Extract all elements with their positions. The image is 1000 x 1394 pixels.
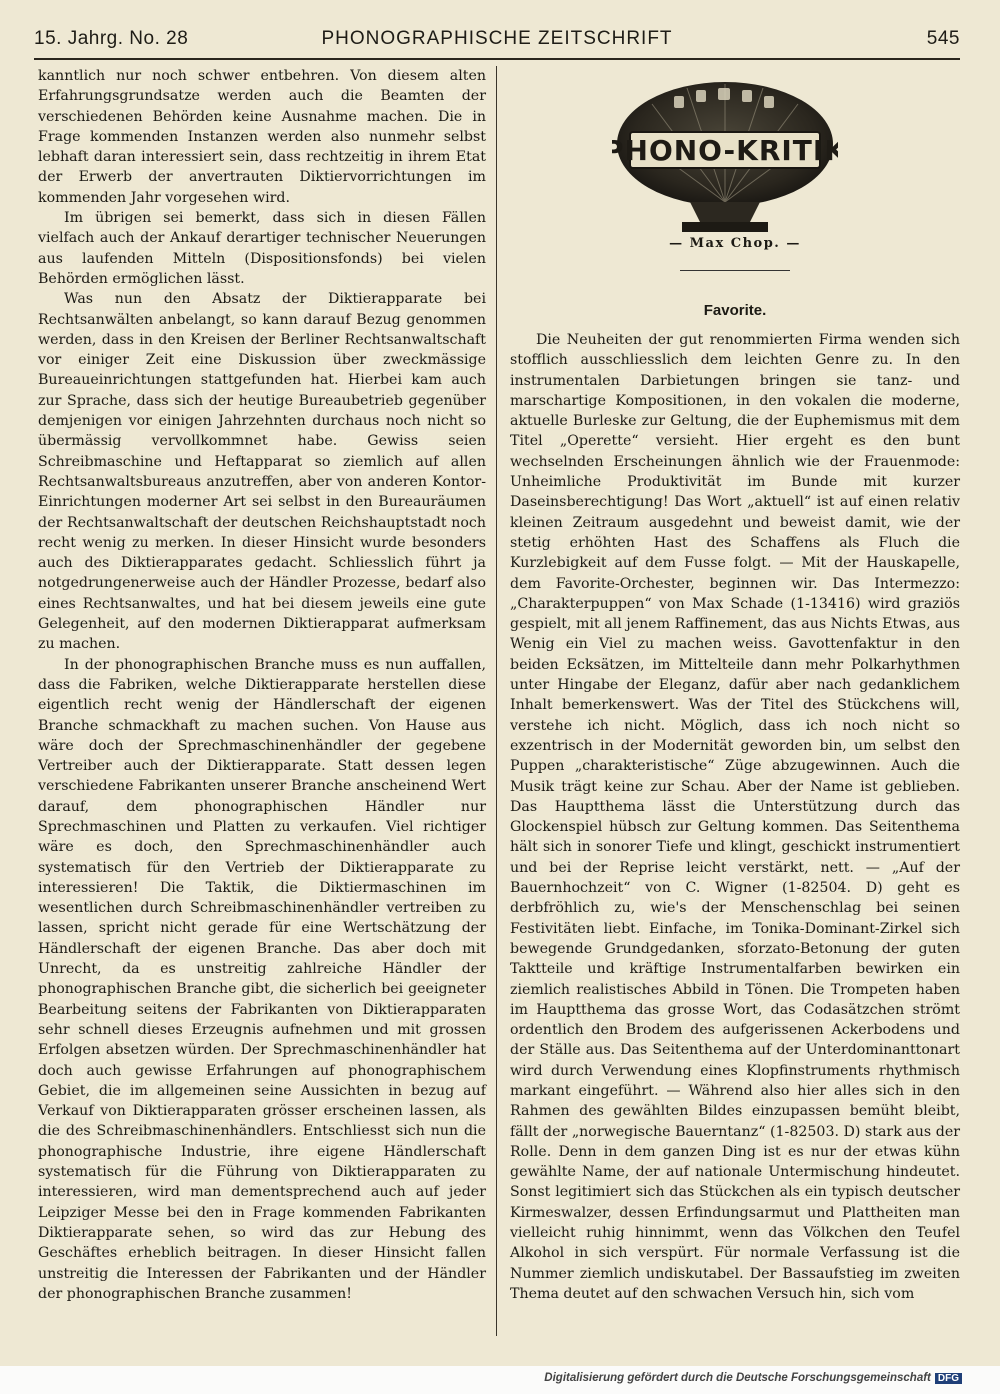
left-paragraph-4: In der phonographischen Branche muss es nun auffallen, dass die Fabriken, welche Diktierapparate herstellen diese eigentlich recht wenig der Händlerschaft der eigenen Branche schmackhaft zu machen suchen. Von Hause aus wäre doch der Sprechmaschinenhändler der gegebene Vertreiber auch der Diktierapparate. Statt dessen legen verschiedene Fabrikanten unserer Branche anscheinend Wert darauf, dem phonographischen Händler nur Sprechmaschinen und Platten zu verkaufen. Viel richtiger wäre es doch, den Sprechmaschinenhändler auch systematisch für den Vertrieb der Diktierapparate zu interessieren! Die Taktik, die Diktiermaschinen im wesentlichen durch Schreibmaschinenhändler vertreiben zu lassen, spricht nicht gerade für eine Wertschätzung der Händlerschaft der eigenen Branche. Das aber doch mit Unrecht, da es unstreitig zahlreiche Händler der phonographischen Branche gibt, die sicherlich bei geeigneter Bearbeitung seitens der Fabrikanten von Diktierapparaten sehr schnell dieses Erzeugnis aufnehmen und mit grossen Erfolgen absetzen würden. Der Sprechmaschinenhändler hat doch auch gewisse Erfahrungen auf phonographischem Gebiet, die im allgemeinen seine Aussichten in bezug auf Verkauf von Diktierapparaten grösser erscheinen lassen, als die des Schreibmaschinenhändlers. Entschliesst sich nun die phonographische Industrie, ihre eigene Händlerschaft systematisch für die Führung von Diktierapparaten zu interessieren, wird man dementsprechend auch auf jeder Leipziger Messe bei den in Frage kommenden Fabrikanten Diktierapparate sehen, so wird das zur Hebung des Geschäftes erheblich beitragen. In dieser Hinsicht fallen unstreitig die Interessen der Fabrikanten und der Händler der phonographischen Branche zusammen! — [38, 656, 486, 1302]
digitization-footer — [0, 1366, 1000, 1394]
column-divider — [496, 66, 497, 1336]
left-paragraph-3: Was nun den Absatz der Diktierapparate bei Rechtsanwälten anbelangt, so kann darauf Bezug genommen werden, dass in den Kreisen der Berliner Rechtsanwaltschaft vor einiger Zeit eine Diskussion über zweckmässige Bureaueinrichtungen stattgefunden hat. Hierbei kam auch zur Sprache, dass sich der heutige Bureaubetrieb gegenüber demjenigen vor einigen Jahrzehnten durchaus noch nicht so übermässig vervollkommnet habe. Gewiss seien Schreibmaschine und Heftapparat so ziemlich auf allen Rechtsanwaltsbureaus anzutreffen, aber von anderen Kontor-Einrichtungen moderner Art sei selbst in den Bureauräumen der Rechtsanwaltschaft der deutschen Reichshauptstadt noch recht wenig zu merken. In dieser Hinsicht wurde besonders auch des Diktierapparates gedacht. Schliesslich führt ja notgedrungenerweise auch der Händler Prozesse, bedarf also eines Rechtsanwaltes, und hat bei diesem jeweils eine gute Gelegenheit, auf den modernen Diktierapparat aufmerksam zu machen. — [38, 291, 486, 653]
shell-emblem-icon — [612, 74, 838, 244]
dfg-credit — [544, 1372, 962, 1384]
section-heading: Favorite. — [703, 302, 767, 319]
credit-text: Digitalisierung gefördert durch die Deutsche Forschungsgemeinschaft — [544, 1372, 931, 1384]
right-column — [510, 330, 960, 1304]
dfg-logo: DFG — [935, 1373, 962, 1384]
left-paragraph-2: Im übrigen sei bemerkt, dass sich in diesen Fällen vielfach auch der Ankauf derartiger technischer Neuerungen aus laufenden Mitteln (Dispositionsfonds) bei vielen Behörden ermöglichen lässt. — [38, 210, 486, 287]
left-paragraph-1: kanntlich nur noch schwer entbehren. Von diesem alten Erfahrungsgrundsatze werden auch die Beamten der verschiedenen Behörden keine Ausnahme machen. Die in Frage kommenden Instanzen werden also nunmehr selbst lebhaft daran interessiert sein, dass rechtzeitig in ihrem Etat der Erwerb der anvertrauten Diktiervorrichtungen im kommenden Jahr vorgesehen wird. — [38, 68, 486, 206]
right-paragraph-1: Die Neuheiten der gut renommierten Firma wenden sich stofflich ausschliesslich dem leichten Genre zu. In den instrumentalen Darbietungen bringen sie tanz- und marschartige Kompositionen, in den vokalen die moderne, aktuelle Burleske zur Geltung, die der Euphemismus mit dem Titel „Operette“ versieht. Hier ergeht es den bunt wechselnden Erscheinungen ähnlich wie der Frauenmode: Unheimliche Produktivität im Bunde mit kurzer Daseinsberechtigung! Das Wort „aktuell“ ist auf einen relativ kleinen Zeitraum ausgedehnt und beweist damit, wie der stetig erhöhten Hast des Schaffens als Fluch die Kurzlebigkeit auf dem Fusse folgt. — Mit der Hauskapelle, dem Favorite-Orchester, beginnen wir. Das Intermezzo: „Charakterpuppen“ von Max Schade (1-13416) wird graziös gespielt, mit all jenem Raffinement, das aus Nichts Etwas, aus Wenig ein Viel zu machen weiss. Gavottenfaktur in den beiden Ecksätzen, im Mittelteile dann mehr Polkarhythmen unter Hingabe der Eleganz, dafür aber nach gedanklichem Inhalt bemerkenswert. Was der Titel des Stückchens will, verstehe ich nicht. Möglich, dass ich noch nicht so exzentrisch in der Modernität geworden bin, um selbst den Puppen „charakteristische“ Züge abzugewinnen. Auch die Musik trägt keine zur Schau. Aber der Name ist geblieben. Das Hauptthema lässt die Unterstützung durch das Glockenspiel hübsch zur Geltung kommen. Das Seitenthema hält sich in sonorer Tiefe und klingt, geschickt instrumentiert und bei der Reprise leicht verstärkt, nett. — „Auf der Bauernhochzeit“ von C. Wigner (1-82504. D) geht es derbfröhlich zu, wie's der Menschenschlag bei seinen Festivitäten liebt. Einfache, im Tonika-Dominant-Zirkel sich bewegende Grundgedanken, sforzato-Betonung der guten Taktteile und kräftige Instrumentalfarben bewirken ein ziemlich realistisches Abbild in Tönen. Die Trompeten haben im Hauptthema das grosse Wort, das Codasätzchen strömt ordentlich den Brodem des aufgerissenen Ackerbodens und der Ställe aus. Das Seitenthema auf der Unterdominanttonart wird durch Verwendung eines Klopfinstruments rhythmisch markant eingeführt. — Während also hier alles sich in den Rahmen des gewählten Bildes einzupassen bemüht bleibt, fällt der „norwegische Bauerntanz“ (1-82503. D) stark aus der Rolle. Denn in dem ganzen Ding ist es nur der etwas kühn gewählte Name, der auf nationale Untermischung hindeutet. Sonst legitimiert sich das Stückchen als ein typisch deutscher Kirmeswalzer, dessen Erfindungsarmut und Plattheiten man vielleicht ruhig hinnimmt, wenn das Völkchen den Teufel Alkohol in sich verspürt. Für normale Verfassung ist die Nummer ziemlich undiskutabel. Der Bassaufstieg im zweiten Thema deutet auf den schwachen Versuch hin, sich vom — [510, 332, 960, 1302]
author-byline: — Max Chop. — — [669, 236, 801, 251]
section-divider — [680, 270, 790, 271]
phono-kritik-logo — [612, 74, 838, 244]
issue-label: 15. Jahrg. No. 28 — [34, 28, 189, 49]
left-column — [38, 66, 486, 1304]
header-rule — [34, 58, 960, 60]
page-header — [34, 24, 960, 54]
page-number: 545 — [926, 28, 960, 49]
journal-title: PHONOGRAPHISCHE ZEITSCHRIFT — [321, 28, 673, 49]
logo-text: PHONO-KRITIK — [612, 134, 838, 167]
